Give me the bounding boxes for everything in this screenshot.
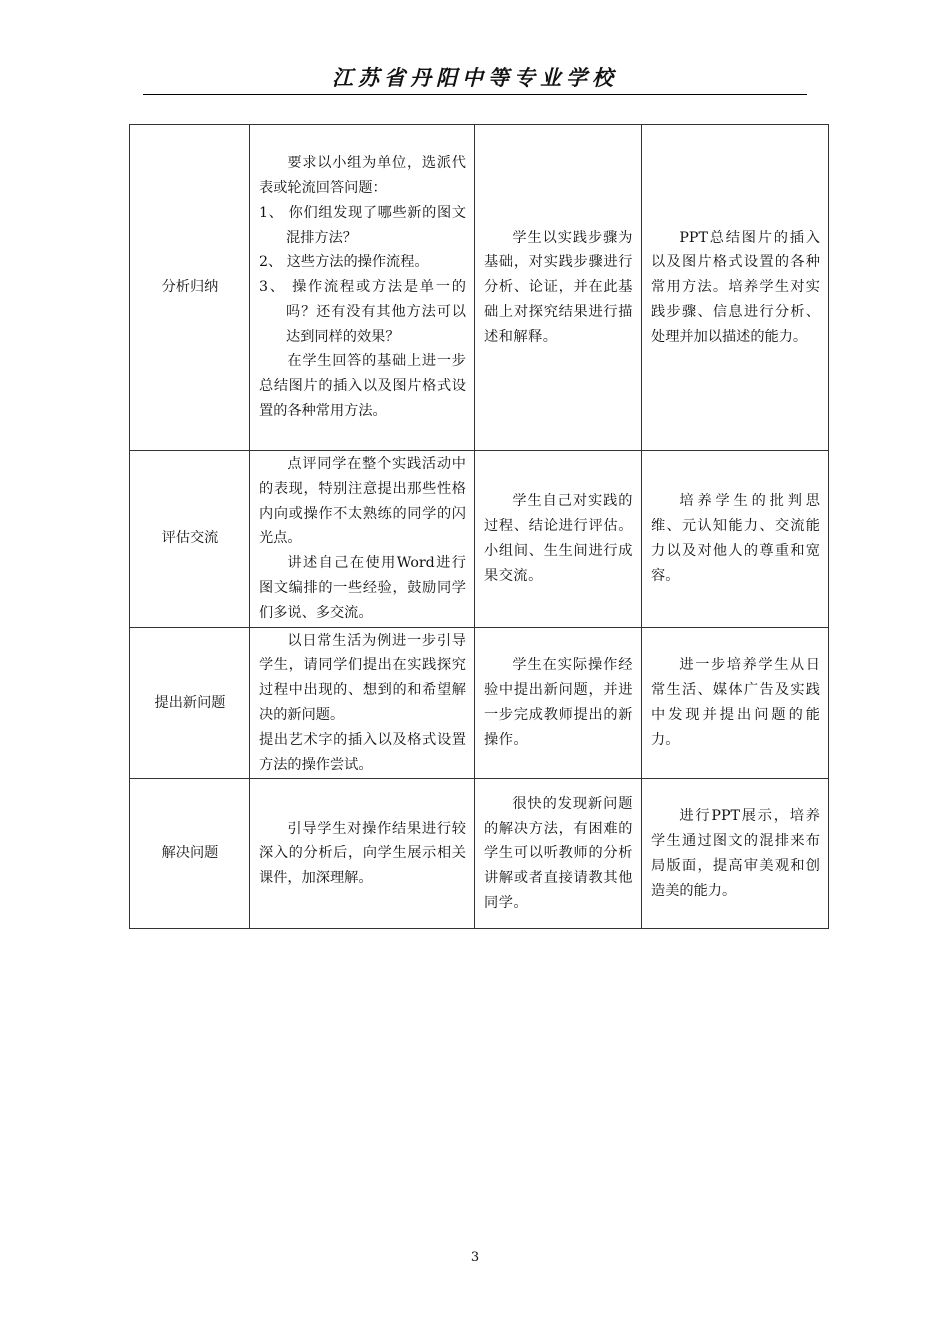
design-intent-cell: [642, 779, 829, 929]
design-intent-cell: [642, 125, 829, 451]
design-intent-cell: [642, 451, 829, 628]
design-intent-cell: [642, 627, 829, 779]
design-intent-text: 进一步培养学生从日常生活、媒体广告及实践中发现并提出问题的能力。: [651, 657, 820, 748]
stage-cell: 提出新问题: [130, 627, 250, 779]
table-row: [130, 125, 829, 451]
student-activity-text: 学生以实践步骤为基础，对实践步骤进行分析、论证，并在此基础上对探究结果进行描述和解释。: [484, 229, 633, 345]
stage-cell: 解决问题: [130, 779, 250, 929]
teacher-activity-text: 提出艺术字的插入以及格式设置方法的操作尝试。: [259, 731, 466, 773]
teacher-intro-text: 要求以小组为单位，选派代表或轮流回答问题：: [259, 155, 466, 196]
design-intent-text: 培养学生的批判思维、元认知能力、交流能力以及对他人的尊重和宽容。: [651, 493, 820, 584]
student-activity-cell: [475, 627, 642, 779]
student-activity-text: 学生在实际操作经验中提出新问题，并进一步完成教师提出的新操作。: [484, 657, 633, 748]
teacher-activity-cell: [250, 627, 475, 779]
question-item: 3、 操作流程或方法是单一的吗？还有没有其他方法可以达到同样的效果？: [259, 279, 466, 345]
teacher-activity-cell: [250, 451, 475, 628]
teacher-activity-cell: [250, 779, 475, 929]
table-row: [130, 627, 829, 779]
table-row: [130, 451, 829, 628]
question-item: 2、 这些方法的操作流程。: [259, 254, 429, 271]
header-divider: [143, 94, 807, 95]
student-activity-cell: [475, 125, 642, 451]
teacher-summary-text: 在学生回答的基础上进一步总结图片的插入以及图片格式设置的各种常用方法。: [259, 353, 466, 420]
teacher-activity-text: 点评同学在整个实践活动中的表现，特别注意提出那些性格内向或操作不太熟练的同学的闪光点。: [259, 456, 466, 547]
teacher-activity-text: 引导学生对操作结果进行较深入的分析后，向学生展示相关课件，加深理解。: [259, 820, 466, 887]
stage-cell: 分析归纳: [130, 125, 250, 451]
page-number: 3: [470, 1250, 480, 1265]
lesson-plan-table: [129, 124, 829, 929]
design-intent-text: PPT总结图片的插入以及图片格式设置的各种常用方法。培养学生对实践步骤、信息进行分析、处理并加以描述的能力。: [651, 229, 820, 345]
student-activity-cell: [475, 451, 642, 628]
design-intent-text: 进行PPT展示，培养学生通过图文的混排来布局版面，提高审美观和创造美的能力。: [651, 808, 820, 899]
student-activity-cell: [475, 779, 642, 929]
school-header-title: 江苏省丹阳中等专业学校: [332, 65, 618, 90]
student-activity-text: 很快的发现新问题的解决方法，有困难的学生可以听教师的分析讲解或者直接请教其他同学。: [484, 795, 633, 912]
student-activity-text: 学生自己对实践的过程、结论进行评估。小组间、生生间进行成果交流。: [484, 493, 633, 584]
teacher-activity-text: 以日常生活为例进一步引导学生，请同学们提出在实践探究过程中出现的、想到的和希望解决的新问题。: [259, 632, 466, 723]
table-row: [130, 779, 829, 929]
teacher-activity-text: 讲述自己在使用Word进行图文编排的一些经验，鼓励同学们多说、多交流。: [259, 555, 466, 621]
question-item: 1、 你们组发现了哪些新的图文混排方法？: [259, 204, 466, 246]
stage-cell: 评估交流: [130, 451, 250, 628]
teacher-activity-cell: [250, 125, 475, 451]
